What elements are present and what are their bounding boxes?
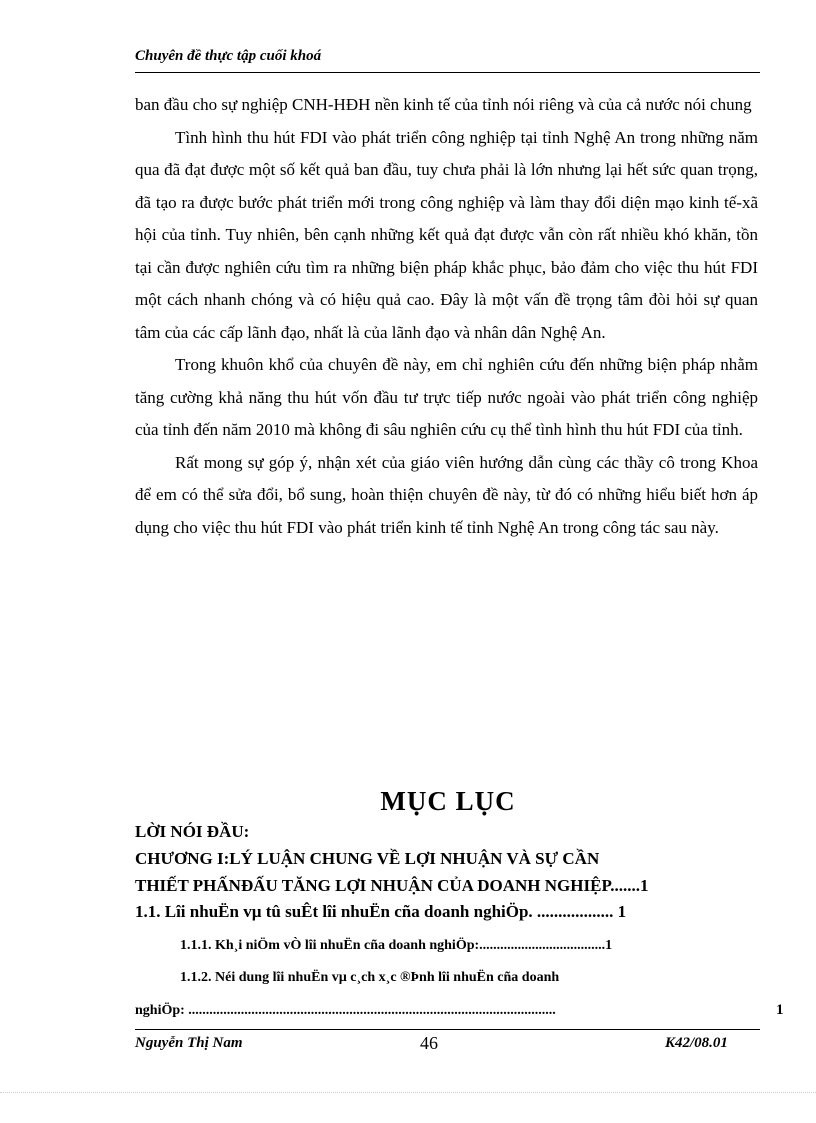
footer-class-code: K42/08.01 bbox=[665, 1035, 728, 1051]
running-header: Chuyên đề thực tập cuối khoá bbox=[135, 48, 322, 64]
toc-line-section-1-1-2-cont: nghiÖp: ......................................................................................................... bbox=[135, 1003, 556, 1018]
paragraph: Rất mong sự góp ý, nhận xét của giáo viên hướng dẫn cùng các thầy cô trong Khoa để em có thể sửa đổi, bổ sung, hoàn thiện chuyên đề này, từ đó có những hiểu biết hơn áp dụng cho việc thu hút FDI vào phát triển kinh tế tỉnh Nghệ An trong công tác sau này. bbox=[135, 452, 758, 537]
toc-line-section-1-1: 1.1. Lîi nhuËn vµ tû suÊt lîi nhuËn cña doanh nghiÖp. .................. 1 bbox=[135, 902, 627, 921]
footer-divider bbox=[135, 1029, 760, 1030]
toc-page-number: 1 bbox=[776, 1002, 784, 1018]
toc-line-section-1-1-2: 1.1.2. Néi dung lîi nhuËn vµ c¸ch x¸c ®Þnh lîi nhuËn cña doanh bbox=[180, 970, 560, 985]
toc-line-preface: LỜI NÓI ĐẦU: bbox=[135, 822, 250, 841]
toc-line-section-1-1-1: 1.1.1. Kh¸i niÖm vÒ lîi nhuËn cña doanh nghiÖp:....................................1 bbox=[180, 938, 613, 953]
body-text bbox=[135, 89, 758, 544]
footer-author: Nguyễn Thị Nam bbox=[135, 1035, 243, 1051]
header-divider bbox=[135, 72, 760, 73]
paragraph: ban đầu cho sự nghiệp CNH-HĐH nền kinh tế của tỉnh nói riêng và của cả nước nói chung bbox=[135, 95, 752, 114]
toc-line-chapter-1-cont: THIẾT PHẤNĐẤU TĂNG LỢI NHUẬN CỦA DOANH NGHIỆP.......1 bbox=[135, 876, 649, 895]
page-bottom-border bbox=[0, 1092, 816, 1093]
paragraph: Trong khuôn khổ của chuyên đề này, em chỉ nghiên cứu đến những biện pháp nhằm tăng cường khả năng thu hút vốn đầu tư trực tiếp nước ngoài vào phát triển công nghiệp của tỉnh đến năm 2010 mà không đi sâu nghiên cứu cụ thể tình hình thu hút FDI của tỉnh. bbox=[135, 355, 758, 439]
toc-line-chapter-1: CHƯƠNG I:LÝ LUẬN CHUNG VỀ LỢI NHUẬN VÀ SỰ CẦN bbox=[135, 849, 600, 868]
toc-heading: MỤC LỤC bbox=[380, 786, 516, 816]
paragraph: Tình hình thu hút FDI vào phát triển công nghiệp tại tỉnh Nghệ An trong những năm qua đã đạt được một số kết quả ban đầu, tuy chưa phải là lớn nhưng lại hết sức quan trọng, đã tạo ra được bước phát triển mới trong công nghiệp và làm thay đổi diện mạo kinh tế-xã hội của tỉnh. Tuy nhiên, bên cạnh những kết quả đạt được vẫn còn rất nhiều khó khăn, tồn tại cần được nghiên cứu tìm ra những biện pháp khắc phục, bảo đảm cho việc thu hút FDI một cách nhanh chóng và có hiệu quả cao. Đây là một vấn đề trọng tâm đòi hỏi sự quan tâm của các cấp lãnh đạo, nhất là của lãnh đạo và nhân dân Nghệ An. bbox=[135, 127, 758, 342]
page-number: 46 bbox=[420, 1033, 438, 1053]
